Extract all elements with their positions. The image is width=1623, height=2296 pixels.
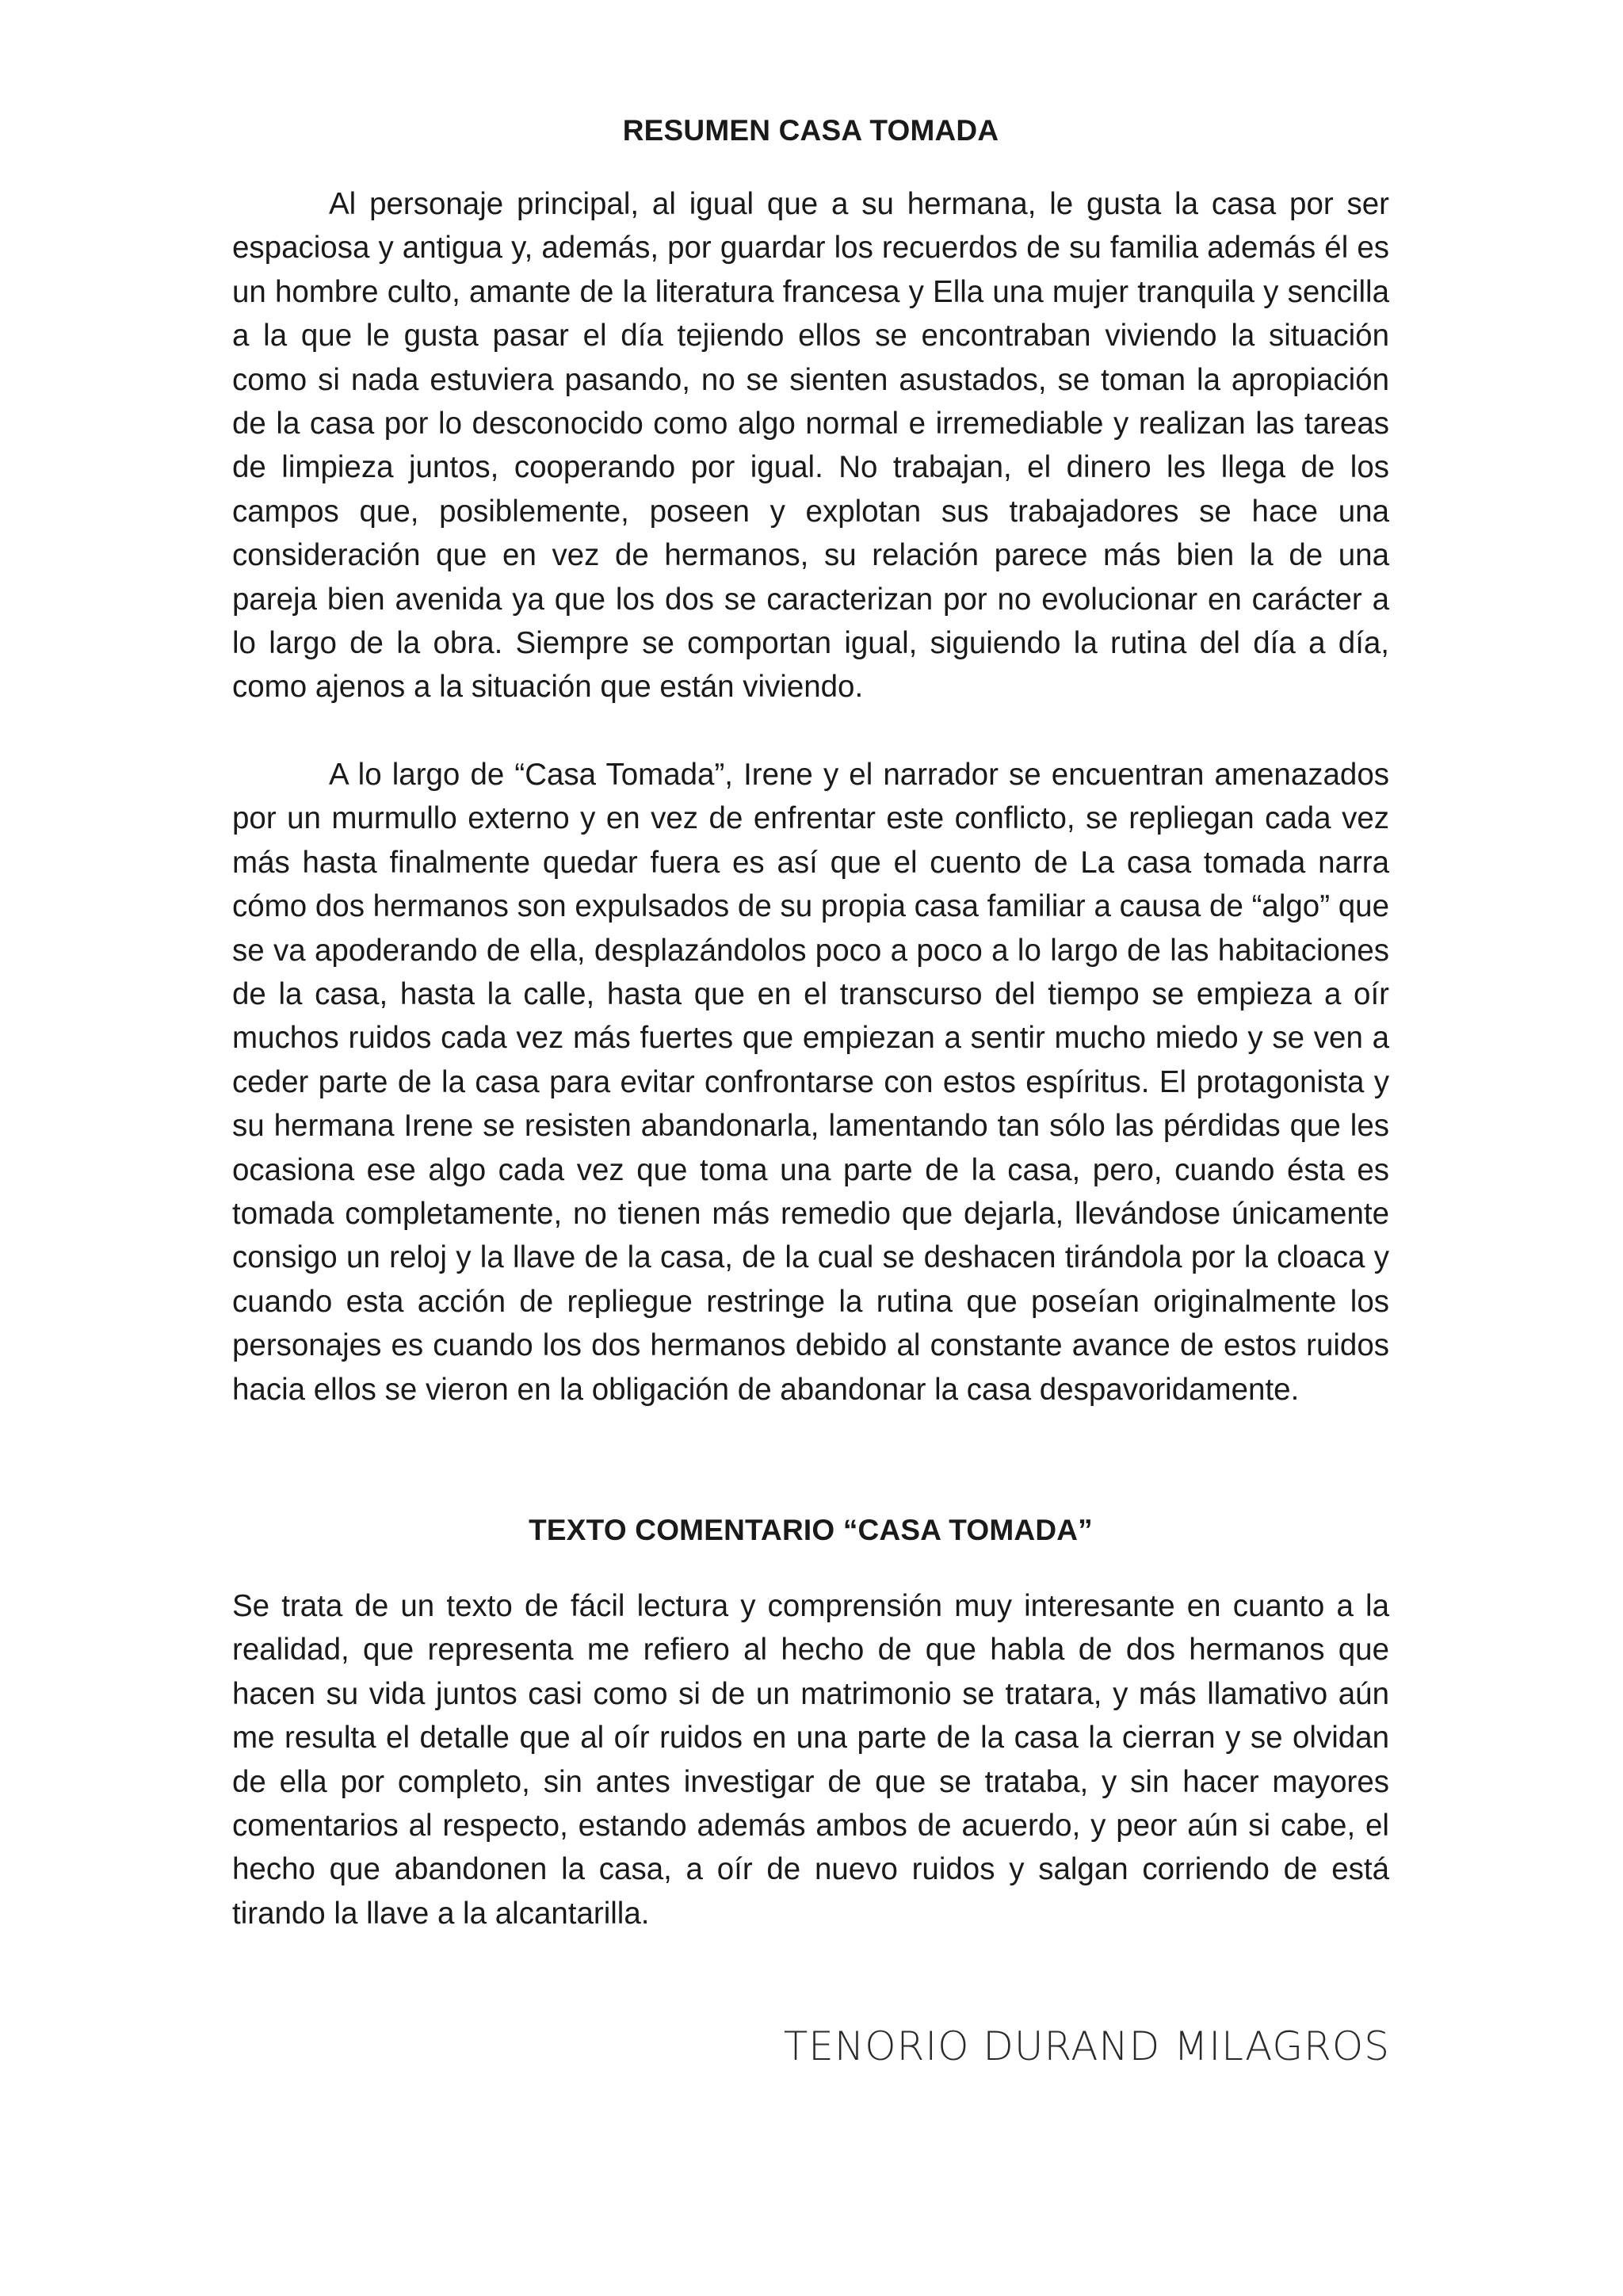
author-signature: TENORIO DURAND MILAGROS xyxy=(783,2023,1390,2069)
document-body xyxy=(232,111,1389,1935)
summary-paragraph-1: Al personaje principal, al igual que a su hermana, le gusta la casa por ser espaciosa y antigua y, además, por guardar los recuerdos de su familia además él es un hombre culto, amante de la literatura francesa y Ella una mujer tranquila y sencilla a la que le gusta pasar el día tejiendo ellos se encontraban viviendo la situación como si nada estuviera pasando, no se sienten asustados, se toman la apropiación de la casa por lo desconocido como algo normal e irremediable y realizan las tareas de limpieza juntos, cooperando por igual. No trabajan, el dinero les llega de los campos que, posiblemente, poseen y explotan sus trabajadores se hace una consideración que en vez de hermanos, su relación parece más bien la de una pareja bien avenida ya que los dos se caracterizan por no evolucionar en carácter a lo largo de la obra. Siempre se comportan igual, siguiendo la rutina del día a día, como ajenos a la situación que están viviendo. xyxy=(232,187,1389,705)
commentary-title: TEXTO COMENTARIO “CASA TOMADA” xyxy=(529,1513,1093,1546)
commentary-paragraph: Se trata de un texto de fácil lectura y comprensión muy interesante en cuanto a la realidad, que representa me refiero al hecho de que habla de dos hermanos que hacen su vida juntos casi como si de un matrimonio se tratara, y más llamativo aún me resulta el detalle que al oír ruidos en una parte de la casa la cierran y se olvidan de ella por completo, sin antes investigar de que se trataba, y sin hacer mayores comentarios al respecto, estando además ambos de acuerdo, y peor aún si cabe, el hecho que abandonen la casa, a oír de nuevo ruidos y salgan corriendo de está tirando la llave a la alcantarilla. xyxy=(232,1588,1389,1931)
summary-title: RESUMEN CASA TOMADA xyxy=(622,114,999,147)
summary-paragraph-2: A lo largo de “Casa Tomada”, Irene y el narrador se encuentran amenazados por un murmullo externo y en vez de enfrentar este conflicto, se repliegan cada vez más hasta finalmente quedar fuera es así que el cuento de La casa tomada narra cómo dos hermanos son expulsados de su propia casa familiar a causa de “algo” que se va apoderando de ella, desplazándolos poco a poco a lo largo de las habitaciones de la casa, hasta la calle, hasta que en el transcurso del tiempo se empieza a oír muchos ruidos cada vez más fuertes que empiezan a sentir mucho miedo y se ven a ceder parte de la casa para evitar confrontarse con estos espíritus. El protagonista y su hermana Irene se resisten abandonarla, lamentando tan sólo las pérdidas que les ocasiona ese algo cada vez que toma una parte de la casa, pero, cuando ésta es tomada completamente, no tienen más remedio que dejarla, llevándose únicamente consigo un reloj y la llave de la casa, de la cual se deshacen tirándola por la cloaca y cuando esta acción de repliegue restringe la rutina que poseían originalmente los personajes es cuando los dos hermanos debido al constante avance de estos ruidos hacia ellos se vieron en la obligación de abandonar la casa despavoridamente. xyxy=(232,757,1389,1407)
